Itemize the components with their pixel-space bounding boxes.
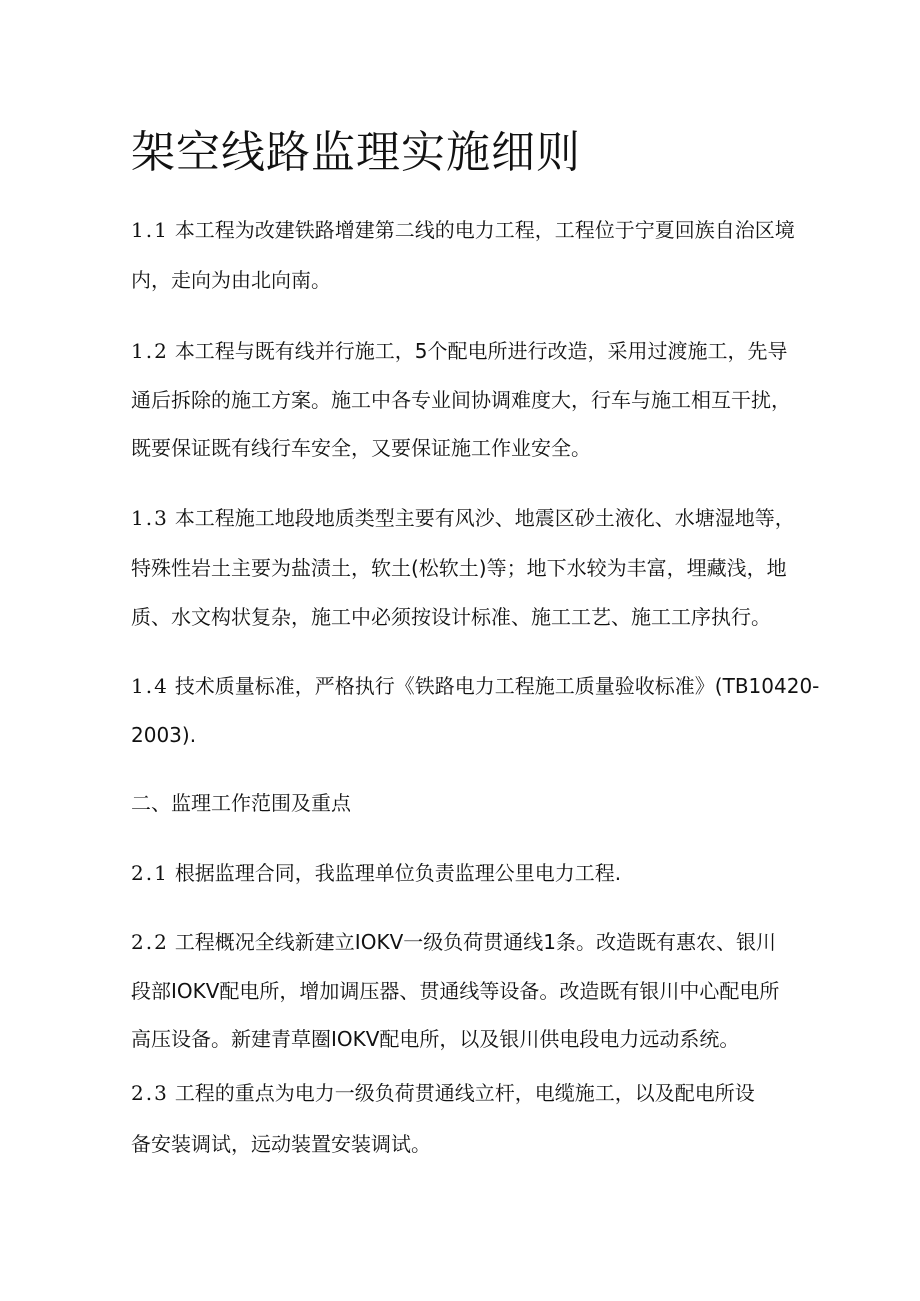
paragraph-text: 工程的重点为电力一级负荷贯通线立杆，电缆施工，以及配电所设	[174, 1081, 755, 1105]
section-number: 2.3	[131, 1081, 169, 1105]
paragraph-text: 内，走向为由北向南。	[131, 268, 331, 292]
paragraph-1-2-line-3	[131, 431, 591, 465]
paragraph-text: 本工程施工地段地质类型主要有风沙、地震区砂土液化、水塘湿地等，	[174, 506, 795, 530]
paragraph-text: 通后拆除的施工方案。施工中各专业间协调难度大，行车与施工相互干扰，	[131, 388, 791, 412]
section-heading: 二、监理工作范围及重点	[131, 791, 351, 815]
paragraph-2-3-line-1	[131, 1076, 755, 1110]
paragraph-1-4-line-2	[131, 718, 196, 752]
paragraph-2-2-line-3	[131, 1022, 739, 1056]
paragraph-text: 工程概况全线新建立IOKV一级负荷贯通线1条。改造既有惠农、银川	[174, 930, 776, 954]
paragraph-text: 2003).	[131, 723, 197, 747]
paragraph-1-3-line-1	[131, 501, 795, 535]
paragraph-text: 根据监理合同，我监理单位负责监理公里电力工程.	[174, 861, 622, 885]
section-number: 1.1	[131, 218, 169, 242]
document-title: 架空线路监理实施细则	[131, 127, 581, 178]
paragraph-2-1-line-1	[131, 856, 621, 890]
section-number: 2.2	[131, 930, 169, 954]
paragraph-2-2-line-1	[131, 925, 776, 959]
paragraph-text: 特殊性岩土主要为盐渍土，软土(松软土)等；地下水较为丰富，埋藏浅，地	[131, 556, 787, 580]
section-number: 2.1	[131, 861, 169, 885]
paragraph-2-3-line-2	[131, 1127, 431, 1161]
paragraph-2-2-line-2	[131, 974, 779, 1008]
section-number: 1.2	[131, 339, 169, 363]
paragraph-text: 本工程为改建铁路增建第二线的电力工程，工程位于宁夏回族自治区境	[174, 218, 795, 242]
paragraph-text: 质、水文构状复杂，施工中必须按设计标准、施工工艺、施工工序执行。	[131, 605, 771, 629]
paragraph-text: 段部IOKV配电所，增加调压器、贯通线等设备。改造既有银川中心配电所	[131, 979, 780, 1003]
paragraph-1-3-line-2	[131, 551, 787, 585]
paragraph-text: 本工程与既有线并行施工，5个配电所进行改造，采用过渡施工，先导	[174, 339, 788, 363]
section-number: 1.3	[131, 506, 169, 530]
paragraph-1-4-line-1	[131, 669, 819, 703]
section-number: 1.4	[131, 674, 169, 698]
paragraph-1-2-line-1	[131, 334, 788, 368]
paragraph-text: 备安装调试，远动装置安装调试。	[131, 1132, 431, 1156]
paragraph-1-1-line-2	[131, 263, 331, 297]
paragraph-text: 既要保证既有线行车安全，又要保证施工作业安全。	[131, 436, 591, 460]
paragraph-1-1-line-1	[131, 213, 795, 247]
paragraph-1-2-line-2	[131, 383, 791, 417]
paragraph-1-3-line-3	[131, 600, 771, 634]
paragraph-text: 技术质量标准，严格执行《铁路电力工程施工质量验收标准》(TB10420-	[174, 674, 820, 698]
paragraph-text: 高压设备。新建青草圈IOKV配电所，以及银川供电段电力远动系统。	[131, 1027, 740, 1051]
